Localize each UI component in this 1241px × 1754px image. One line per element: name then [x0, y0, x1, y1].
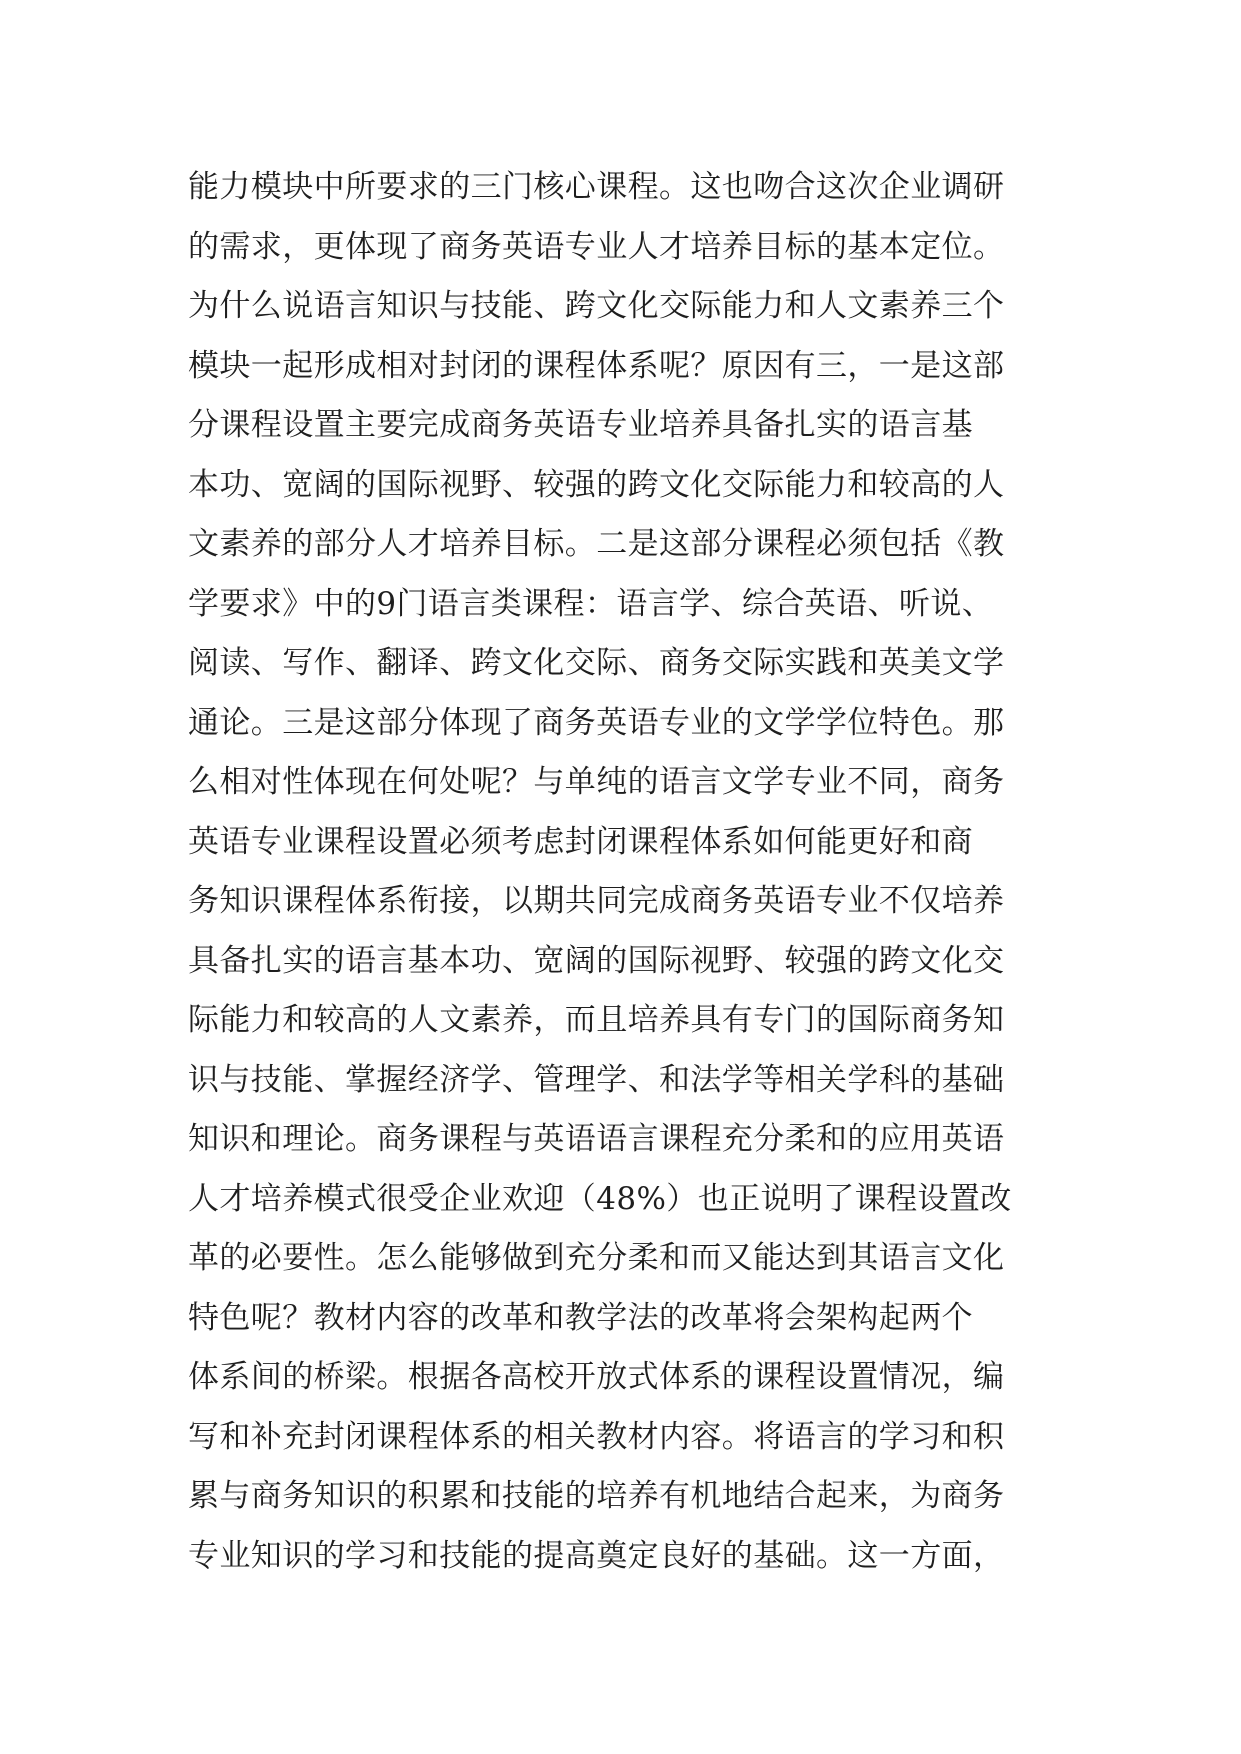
text-line-17: 知识和理论。商务课程与英语语言课程充分柔和的应用英语: [188, 1121, 1005, 1157]
text-line-4: 模块一起形成相对封闭的课程体系呢？原因有三，一是这部: [188, 347, 1005, 384]
text-line-13: 务知识课程体系衔接，以期共同完成商务英语专业不仅培养: [188, 883, 1005, 919]
text-line-18: 人才培养模式很受企业欢迎（48%）也正说明了课程设置改: [188, 1180, 1012, 1217]
text-line-6: 本功、宽阔的国际视野、较强的跨文化交际能力和较高的人: [188, 466, 1005, 503]
text-line-7: 文素养的部分人才培养目标。二是这部分课程必须包括《教: [188, 526, 1005, 562]
text-line-21: 体系间的桥梁。根据各高校开放式体系的课程设置情况，编: [188, 1359, 1005, 1395]
text-line-12: 英语专业课程设置必须考虑封闭课程体系如何能更好和商: [188, 823, 973, 860]
text-line-1: 能力模块中所要求的三门核心课程。这也吻合这次企业调研: [188, 169, 1005, 205]
text-line-10: 通论。三是这部分体现了商务英语专业的文学学位特色。那: [188, 704, 1005, 741]
text-line-2: 的需求，更体现了商务英语专业人才培养目标的基本定位。: [188, 228, 1005, 265]
text-line-16: 识与技能、掌握经济学、管理学、和法学等相关学科的基础: [188, 1061, 1005, 1098]
text-line-23: 累与商务知识的积累和技能的培养有机地结合起来，为商务: [188, 1478, 1005, 1514]
text-line-22: 写和补充封闭课程体系的相关教材内容。将语言的学习和积: [188, 1418, 1005, 1455]
text-line-19: 革的必要性。怎么能够做到充分柔和而又能达到其语言文化: [188, 1240, 1005, 1276]
text-line-8: 学要求》中的9门语言类课程：语言学、综合英语、听说、: [188, 585, 994, 622]
body-text: [188, 158, 1058, 1586]
text-line-14: 具备扎实的语言基本功、宽阔的国际视野、较强的跨文化交: [188, 942, 1005, 979]
text-line-15: 际能力和较高的人文素养，而且培养具有专门的国际商务知: [188, 1002, 1005, 1038]
text-line-9: 阅读、写作、翻译、跨文化交际、商务交际实践和英美文学: [188, 645, 1005, 681]
text-line-20: 特色呢？教材内容的改革和教学法的改革将会架构起两个: [188, 1299, 973, 1336]
text-line-11: 么相对性体现在何处呢？与单纯的语言文学专业不同，商务: [188, 764, 1005, 800]
text-line-3: 为什么说语言知识与技能、跨文化交际能力和人文素养三个: [188, 288, 1005, 324]
text-line-24: 专业知识的学习和技能的提高奠定良好的基础。这一方面，: [188, 1537, 1005, 1574]
text-line-5: 分课程设置主要完成商务英语专业培养具备扎实的语言基: [188, 407, 973, 443]
